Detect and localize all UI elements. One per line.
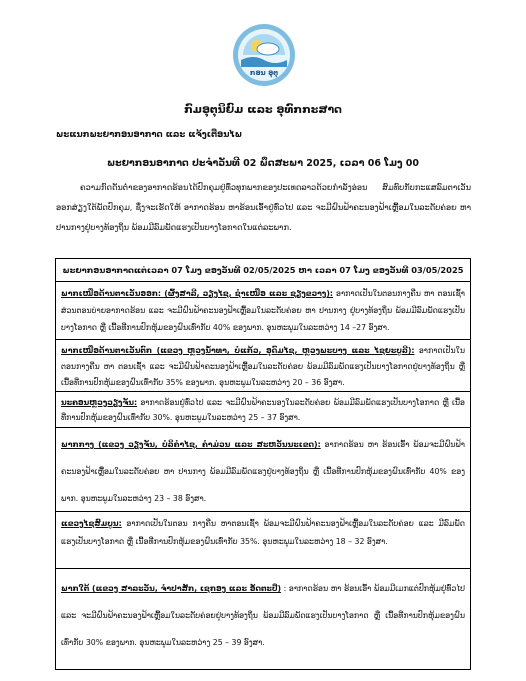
table-row <box>56 428 470 512</box>
department-name: ກົມອຸຕຸນິຍົມ ແລະ ອຸທົກກະສາດ <box>184 103 342 116</box>
forecast-intro: ຄວາມກົດດັນຕ່ຳຂອງອາກາດຮ້ອນໄດ້ປົກຄຸມຢູ່ທົ່ວທຸກພາກຂອງປະເທດລາວດ້ວຍກຳລັງອ່ອນ ສົມທົບກັບກະແສລົມຕາເວັນອອກສ່ຽງໃຕ້ພັດປົກຄຸມ, ຊຶ່ງຈະເຮັດໃຫ້ ອາກາດຮ້ອນ ຫາຮ້ອນເອົ້າຢູ່ທົ່ວໄປ ແລະ ຈະມີຝົນຟ້າຄະນອງຟ້າເຫຼື້ອມໃນລະດັບຄ່ອຍ ຫາ ປານກາງຢູ່ບາງທ້ອງຖິ່ນ ພ້ອມມີລົມພັດແຮງເປັນບາງໂອກາດໃນແຕ່ລະພາກ. <box>56 182 471 232</box>
forecast-title: ພະຍາກອນອາກາດ ປະຈຳວັນທີ 02 ພຶດສະພາ 2025, ເວລາ 06 ໂມງ 00 <box>106 158 420 169</box>
region-forecast: : ອາກາດຮ້ອນ ຫາ ຮ້ອນເອົ້າ ພ້ອມມີເມກແຕ່ປົກຫຸ້ມຢູ່ທົ່ວໄປ ແລະ ຈະມີຝົນຟ້າຄະນອງຟ້າເຫຼື້ອມໃນລະດັບຄ່ອຍຢູ່ບາງທ້ອງຖິ່ນ ພ້ອມມີລົມພັດແຮງເປັນບາງໂອກາດ ຫຼື ເນື້ອທີ່ການປົກຫຸ້ມຂອງຝົນເທົ່າກັບ 30% ຂອງພາກ. ອຸນຫະພູມໃນລະຫວ່າງ 25 – 39 ອົງສາ. <box>61 584 465 647</box>
region-label: ແຂວງໄຊສົມບູນ: <box>61 519 122 528</box>
region-label: ນະຄອນຫຼວງວຽງຈັນ: <box>61 398 138 407</box>
region-forecast: ອາກາດເປັນໃນຕອນກາງຄືນ ຫາ ຕອນເຊົ້າ ແລະ ຈະມີຝົນຟ້າຄະນອງຟ້າເຫຼື້ອມໃນລະດັບຄ່ອຍ ພ້ອມມີລົມພັດແຮງເປັນບາງໂອກາດຢູ່ບາງທ້ອງຖິ່ນ ຫຼື ເນື້ອທີ່ການປົກຫຸ້ມຂອງຝົນເທົ່າກັບ 35% ຂອງພາກ. ອຸນຫະພູມໃນລະຫວ່າງ 20 – 36 ອົງສາ. <box>61 346 465 387</box>
table-header: ພະຍາກອນອາກາດແຕ່ເວລາ 07 ໂມງ ຂອງວັນທີ 02/05/2025 ຫາ ເວລາ 07 ໂມງ ຂອງວັນທີ 03/05/2025 <box>56 259 470 282</box>
table-row <box>56 282 470 340</box>
region-label: ພາກກາງ (ແຂວງ ວຽງຈັນ, ບໍລິຄຳໄຊ, ຄຳມ່ວນ ແລະ ສະຫວັນນະເຂດ): <box>61 440 321 449</box>
region-label: ພາກເໜືອດ້ານຕາເວັນຕົກ (ແຂວງ ຫຼວງນ້ຳທາ, ບໍ່ແກ້ວ, ອຸດົມໄຊ, ຫຼວງພະບາງ ແລະ ໄຊຍະບູລີ): <box>61 346 415 355</box>
region-forecast: ອາກາດຮ້ອນຢູ່ທົ່ວໄປ ແລະ ຈະມີຝົນຟ້າຄະນອງໃນລະດັບຄ່ອຍ ພ້ອມມີລົມພັດແຮງເປັນບາງໂອກາດ ຫຼື ເນື້ອທີ່ການປົກຫຸ້ມຂອງຝົນເທົ່າກັບ 30%. ອຸນຫະພູມໃນລະຫວ່າງ 25 – 37 ອົງສາ. <box>61 398 465 422</box>
department-logo <box>231 22 297 88</box>
region-forecast: ອາກາດຮ້ອນ ຫາ ຮ້ອນເອົ້າ ພ້ອມຈະມີຝົນຟ້າຄະນອງຟ້າເຫຼື້ອມໃນລະດັບຄ່ອຍ ຫາ ປານກາງ ພ້ອມມີລົມພັດແຮງຢູ່ບາງທ້ອງຖິ່ນ ຫຼື ເນື້ອທີ່ການປົກຫຸ້ມຂອງຝົນເທົ່າກັບ 40% ຂອງພາກ. ອຸນຫະພູມໃນລະຫວ່າງ 23 – 38 ອົງສາ. <box>61 440 465 503</box>
table-row <box>56 340 470 392</box>
region-label: ພາກໃຕ້ (ແຂວງ ສາລະວັນ, ຈຳປາສັກ, ເຊກອງ ແລະ ອັດຕະປື) <box>61 584 282 593</box>
table-row <box>56 392 470 428</box>
forecast-table <box>55 258 471 670</box>
region-label: ພາກເໜືອດ້ານຕາເວັນອອກ: (ຜົ້ງສາລີ, ວຽງໄຊ, ຊຳເໜືອ ແລະ ຊຽງຂວາງ): <box>61 289 334 298</box>
division-name: ພະແນກພະຍາກອນອາກາດ ແລະ ແຈ້ງເຕືອນໄພ <box>56 130 243 140</box>
table-row <box>56 569 470 670</box>
region-forecast: ອາກາດເປັນໃນຕອນກາງຄືນ ຫາ ຕອນເຊົ້າ ສ່ວນຕອນບ່າຍອາກາດຮ້ອນ ແລະ ຈະມີຝົນຟ້າຄະນອງຟ້າເຫຼື້ອມໃນລະດັບຄ່ອຍ ຫາ ປານກາງ ຢູ່ບາງທ້ອງຖິ່ນ ພ້ອມມີລົມພັດແຮງເປັນບາງໂອກາດ ຫຼື ເນື້ອທີ່ການປົກຫຸ້ມຂອງຝົນເທົ່າກັບ 40% ຂອງພາກ. ອຸນຫະພູມໃນລະຫວ່າງ 14 –27 ອົງສາ. <box>61 289 465 332</box>
table-row <box>56 512 470 569</box>
region-forecast: ອາກາດເປັນໃນຕອນ ກາງຄືນ ຫາຕອນເຊົ້າ ພ້ອມຈະມີຝົນຟ້າຄະນອງຟ້າເຫຼື້ອມໃນລະດັບຄ່ອຍ ແລະ ມີລົມພັດແຮງເປັນບາງໂອກາດ ຫຼື ເນື້ອທີ່ການປົກຫຸ້ມຂອງຝົນເທົ່າກັບ 35%. ອຸນຫະພູມໃນລະຫວ່າງ 18 – 32 ອົງສາ. <box>61 519 465 546</box>
logo-text: ກອນ ອຸຕຸ <box>249 69 279 77</box>
